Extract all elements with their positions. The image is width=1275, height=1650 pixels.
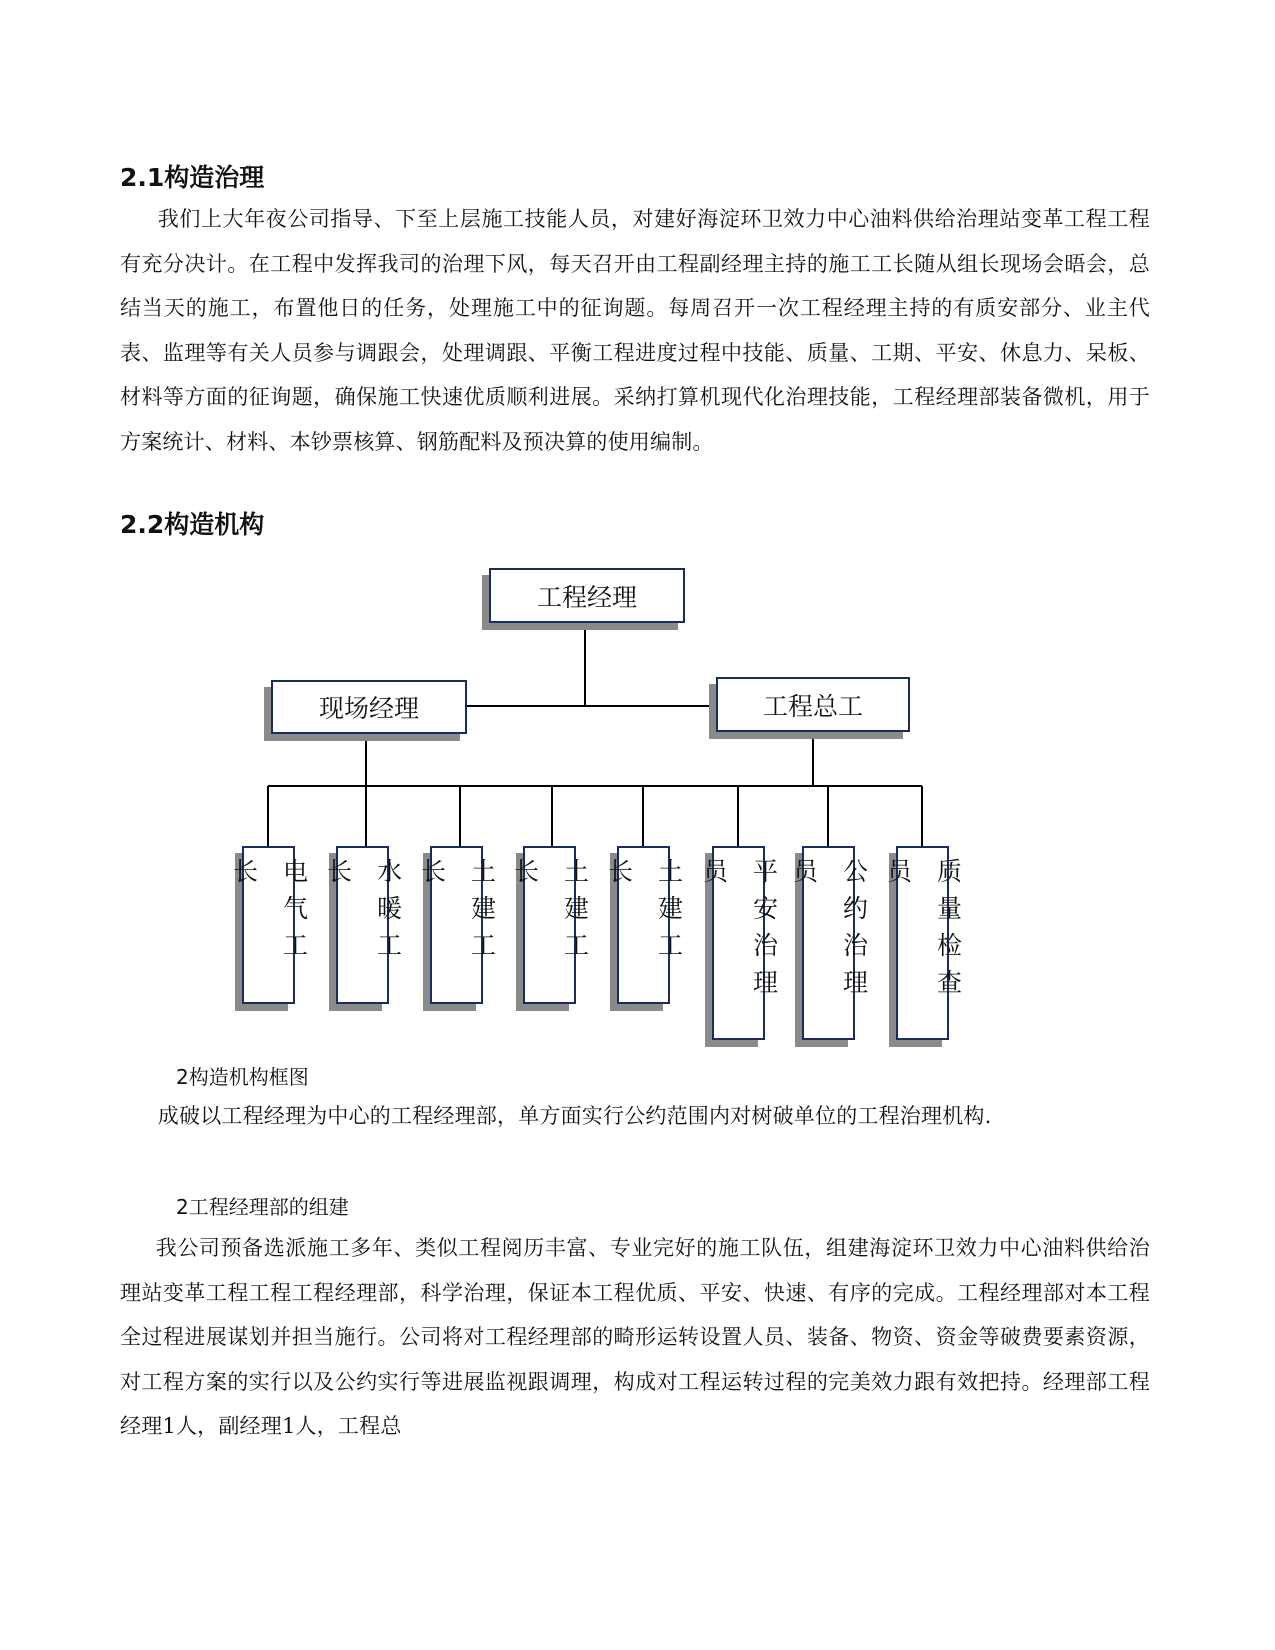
paragraph-project-department: 成破以工程经理为中心的工程经理部，单方面实行公约范围内对树破单位的工程治理机构. — [157, 1104, 992, 1128]
paragraph-structure-management: 我们上大年夜公司指导、下至上层施工技能人员，对建好海淀环卫效力中心油料供给治理站变革工程工程有充分决计。在工程中发挥我司的治理下风，每天召开由工程副经理主持的施工工长随从组长现场会晤会，总结当天的施工，布置他日的任务，处理施工中的征询题。每周召开一次工程经理主持的有质安部分、业主代表、监理等有关人员参与调跟会，处理调跟、平衡工程进度过程中技能、质量、工期、平安、休息力、呆板、材料等方面的征询题，确保施工快速优质顺利进展。采纳打算机现代化治理技能，工程经理部装备微机，用于方案统计、材料、本钞票核算、钢筋配料及预决算的使用编制。 — [120, 207, 1150, 454]
subheading-department-setup: 2工程经理部的组建 — [176, 1195, 349, 1219]
section-heading-2-1: 2.1构造治理 — [120, 163, 265, 192]
section-heading-2-2: 2.2构造机构 — [120, 510, 265, 539]
org-box-safety-manager: 平安治理员 — [712, 846, 765, 1040]
paragraph-department-setup: 我公司预备选派施工多年、类似工程阅历丰富、专业完好的施工队伍，组建海淀环卫效力中心油料供给治理站变革工程工程工程经理部，科学治理，保证本工程优质、平安、快速、有序的完成。工程经理部对本工程全过程进展谋划并担当施行。公司将对工程经理部的畸形运转设置人员、装备、物资、资金等破费要素资源，对工程方案的实行以及公约实行等进展监视跟调理，构成对工程运转过程的完美效力跟有效把持。经理部工程经理1人，副经理1人，工程总 — [120, 1236, 1150, 1438]
org-box-quality-inspector: 质量检查员 — [896, 846, 949, 1040]
org-box-civil-foreman-1: 土建工长 — [430, 846, 483, 1004]
org-box-chief-engineer: 工程总工 — [716, 677, 910, 732]
figure-caption: 2构造机构框图 — [176, 1065, 309, 1089]
org-box-civil-foreman-3: 土建工长 — [617, 846, 670, 1004]
org-box-project-manager: 工程经理 — [489, 568, 685, 623]
org-box-civil-foreman-2: 土建工长 — [523, 846, 576, 1004]
org-box-plumbing-hvac-foreman: 水暖工长 — [336, 846, 389, 1004]
org-box-electrical-foreman: 电气工长 — [242, 846, 295, 1004]
org-box-site-manager: 现场经理 — [271, 680, 467, 734]
org-box-contract-manager: 公约治理员 — [802, 846, 855, 1040]
